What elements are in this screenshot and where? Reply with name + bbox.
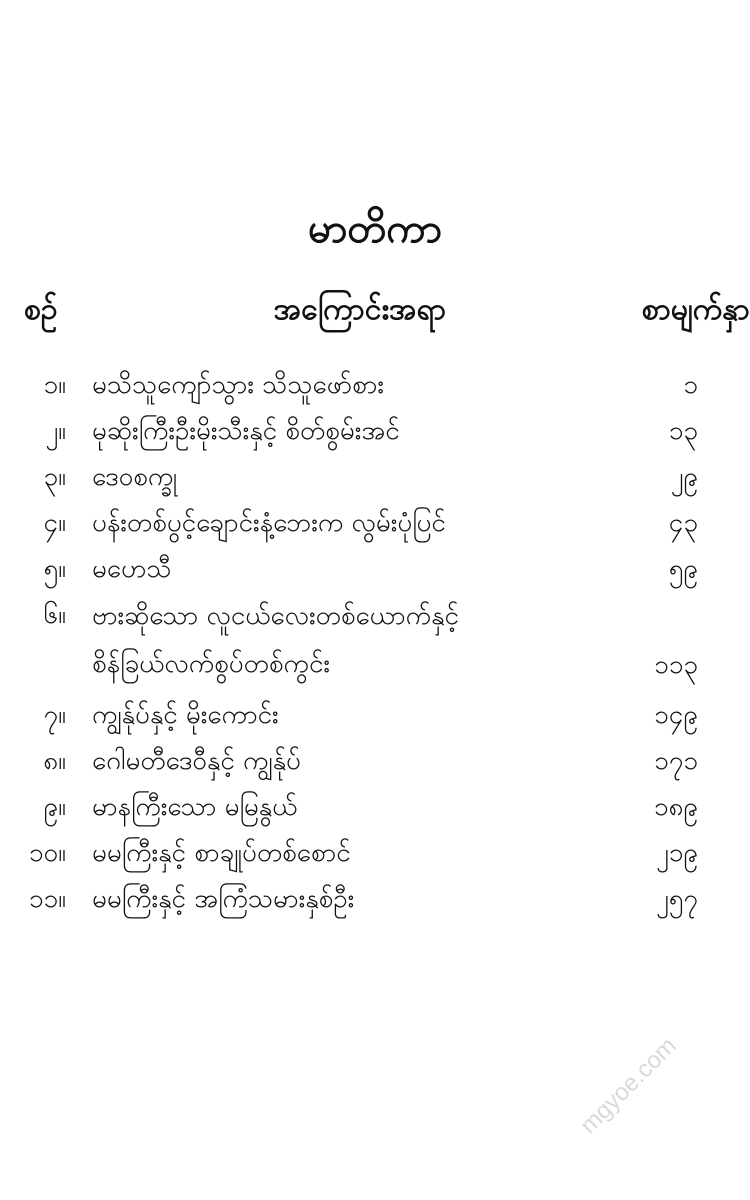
entry-title: ဒေဝစက္ခု <box>92 462 178 492</box>
header-title: အကြောင်းအရာ <box>273 292 447 327</box>
entry-number: ၇။ <box>43 700 66 730</box>
toc-row <box>0 500 750 546</box>
toc-row <box>0 592 750 692</box>
toc-row <box>0 546 750 592</box>
entry-number: ၆။ <box>43 600 66 630</box>
toc-row <box>0 738 750 784</box>
entry-page: ၂၉ <box>670 462 698 492</box>
entry-page: ၁၄၉ <box>654 700 698 730</box>
entry-title: မသိသူကျော်သွား သိသူဖော်စား <box>92 370 385 400</box>
entry-title: ကျွန်ုပ်နှင့် မိုးကောင်း <box>92 700 279 730</box>
entry-title-line-2: စိန်ခြယ်လက်စွပ်တစ်ကွင်း <box>92 649 330 679</box>
page-title: မာတိကာ <box>308 206 442 252</box>
entry-title-line-1: ဗားဆိုသော လူငယ်လေးတစ်ယောက်နှင့် <box>92 601 459 631</box>
entry-number: ၂။ <box>45 416 66 446</box>
entry-number: ၉။ <box>43 792 66 822</box>
entry-number: ၅။ <box>43 554 66 584</box>
entry-page: ၁၁၃ <box>654 650 698 680</box>
entry-title: ပန်းတစ်ပွင့်ချောင်းနံ့ဘေးက လွမ်းပုံပြင် <box>92 508 446 538</box>
entry-title: ဂေါမတီဒေဝီနှင့် ကျွန်ုပ် <box>92 746 301 776</box>
header-page: စာမျက်နှာ <box>641 292 750 327</box>
entry-number: ၁၁။ <box>28 884 66 914</box>
entry-title: မုဆိုးကြီးဦးမိုးသီးနှင့် စိတ်စွမ်းအင် <box>92 416 400 446</box>
entry-page: ၅၉ <box>668 554 698 584</box>
toc-header <box>0 285 750 335</box>
toc-row <box>0 830 750 876</box>
toc-row <box>0 454 750 500</box>
entry-title: မမကြီးနှင့် အကြံသမားနှစ်ဦး <box>92 884 355 914</box>
entry-number: ၁၀။ <box>28 838 66 868</box>
entry-title: မမကြီးနှင့် စာချုပ်တစ်စောင် <box>92 838 351 868</box>
toc-row <box>0 876 750 922</box>
entry-page: ၄၃ <box>668 508 698 538</box>
entry-title: မဟေသီ <box>92 554 172 584</box>
toc-row <box>0 784 750 830</box>
entry-title-multiline <box>92 592 622 688</box>
entry-number: ၁။ <box>43 370 66 400</box>
entry-title: မာနကြီးသော မမြနွယ် <box>92 792 298 822</box>
entry-number: ၃။ <box>43 462 66 492</box>
entry-page: ၂၅၇ <box>655 884 698 914</box>
entry-page: ၂၁၉ <box>655 838 698 868</box>
toc-row <box>0 362 750 408</box>
header-number: စဉ် <box>24 292 58 327</box>
table-of-contents <box>0 362 750 922</box>
entry-number: ၄။ <box>43 508 66 538</box>
watermark: mgyoe.com <box>575 1032 682 1140</box>
entry-page: ၁၈၉ <box>653 792 698 822</box>
toc-row <box>0 692 750 738</box>
entry-page: ၁၇၁ <box>654 746 698 776</box>
toc-row <box>0 408 750 454</box>
entry-page: ၁ <box>683 370 698 400</box>
entry-page: ၁၃ <box>668 416 698 446</box>
entry-number: ၈။ <box>43 746 66 776</box>
